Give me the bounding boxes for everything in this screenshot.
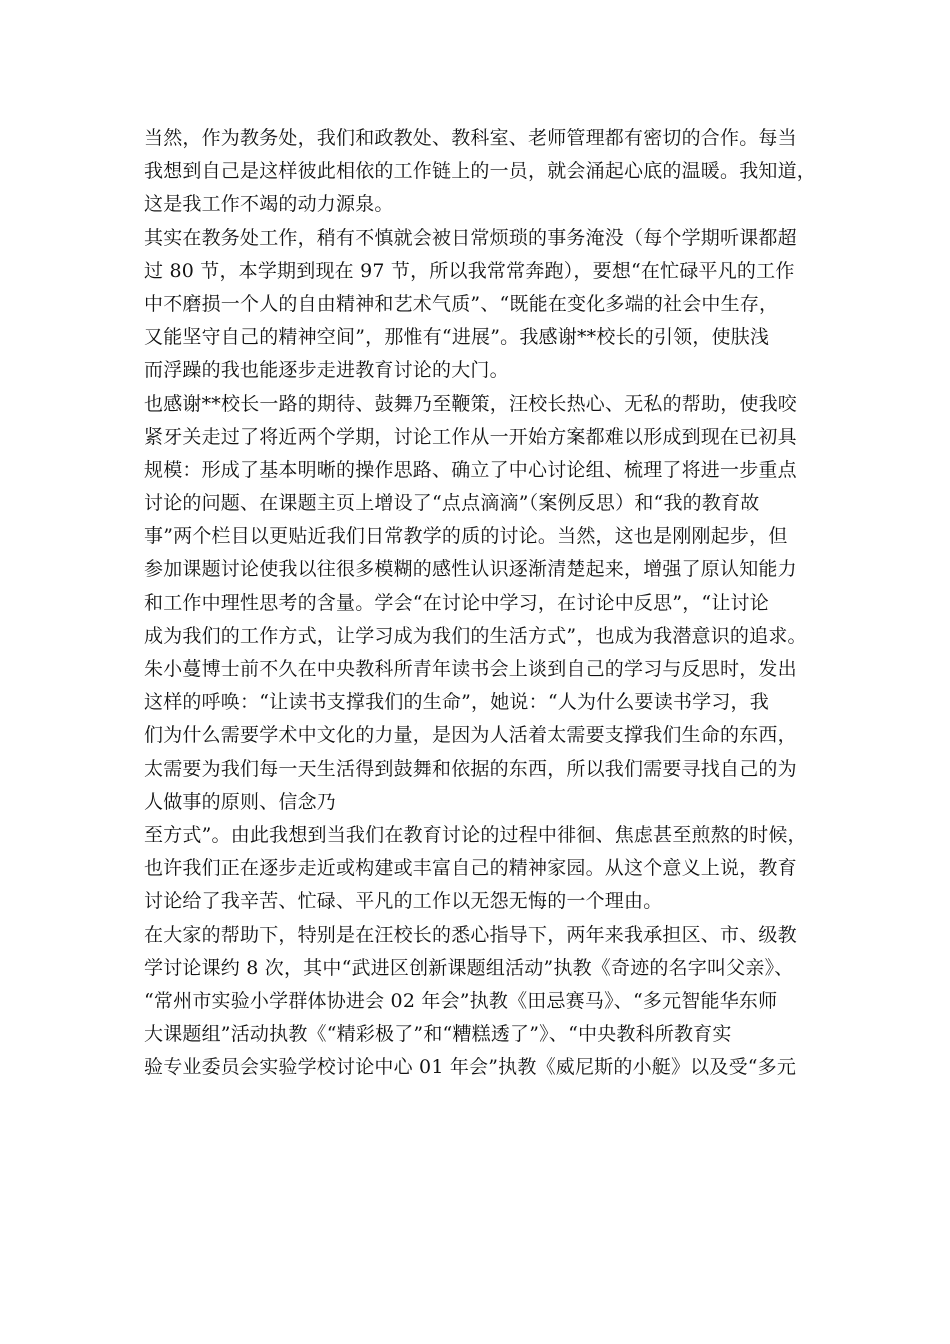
text-line: 事”两个栏目以更贴近我们日常教学的质的讨论。当然，这也是刚刚起步，但	[144, 525, 788, 548]
text-line: 成为我们的工作方式，让学习成为我们的生活方式”，也成为我潜意识的追求。	[144, 624, 807, 647]
text-line: 又能坚守自己的精神空间”，那惟有“进展”。我感谢**校长的引领，使肤浅	[144, 326, 770, 349]
text-line: 太需要为我们每一天生活得到鼓舞和依据的东西，所以我们需要寻找自己的为	[144, 757, 797, 780]
text-line: “常州市实验小学群体协进会 02 年会”执教《田忌赛马》、“多元智能华东师	[144, 989, 778, 1012]
text-line: 人做事的原则、信念乃	[144, 790, 337, 813]
text-line: 学讨论课约 8 次，其中“武进区创新课题组活动”执教《奇迹的名字叫父亲》、	[144, 956, 794, 979]
text-line: 过 80 节，本学期到现在 97 节，所以我常常奔跑），要想“在忙碌平凡的工作	[144, 259, 795, 282]
text-line: 这是我工作不竭的动力源泉。	[144, 193, 394, 216]
text-line: 们为什么需要学术中文化的力量，是因为人活着太需要支撑我们生命的东西，	[144, 724, 797, 747]
text-line: 至方式”。由此我想到当我们在教育讨论的过程中徘徊、焦虑甚至煎熬的时候，	[144, 823, 807, 846]
body-text	[144, 122, 817, 1084]
text-line: 紧牙关走过了将近两个学期，讨论工作从一开始方案都难以形成到现在已初具	[144, 425, 797, 448]
text-line: 讨论的问题、在课题主页上增设了“点点滴滴”（案例反思）和“我的教育故	[144, 492, 760, 515]
text-line: 朱小蔓博士前不久在中央教科所青年读书会上谈到自己的学习与反思时，发出	[144, 658, 797, 680]
text-line: 和工作中理性思考的含量。学会“在讨论中学习，在讨论中反思”，“让讨论	[144, 591, 769, 614]
text-line: 验专业委员会实验学校讨论中心 01 年会”执教《威尼斯的小艇》以及受“多元	[144, 1056, 797, 1079]
text-line: 参加课题讨论使我以往很多模糊的感性认识逐渐清楚起来，增强了原认知能力	[144, 558, 797, 581]
text-line: 中不磨损一个人的自由精神和艺术气质”、“既能在变化多端的社会中生存，	[144, 292, 779, 315]
text-line: 也感谢**校长一路的期待、鼓舞乃至鞭策，汪校长热心、无私的帮助，使我咬	[144, 392, 798, 415]
text-line: 我想到自己是这样彼此相依的工作链上的一员，就会涌起心底的温暖。我知道，	[144, 160, 817, 183]
text-line: 而浮躁的我也能逐步走进教育讨论的大门。	[144, 359, 509, 382]
text-line: 规模：形成了基本明晰的操作思路、确立了中心讨论组、梳理了将进一步重点	[144, 458, 797, 481]
text-line: 讨论给了我辛苦、忙碌、平凡的工作以无怨无悔的一个理由。	[144, 890, 663, 913]
text-line: 大课题组”活动执教《“精彩极了”和“糟糕透了”》、“中央教科所教育实	[144, 1023, 732, 1046]
text-line: 这样的呼唤：“让读书支撑我们的生命”，她说：“人为什么要读书学习，我	[144, 691, 769, 714]
text-line: 也许我们正在逐步走近或构建或丰富自己的精神家园。从这个意义上说，教育	[144, 857, 797, 880]
text-line: 当然，作为教务处，我们和政教处、教科室、老师管理都有密切的合作。每当	[144, 127, 797, 149]
text-line: 在大家的帮助下，特别是在汪校长的悉心指导下，两年来我承担区、市、级教	[144, 923, 797, 946]
text-line: 其实在教务处工作，稍有不慎就会被日常烦琐的事务淹没（每个学期听课都超	[144, 226, 797, 249]
